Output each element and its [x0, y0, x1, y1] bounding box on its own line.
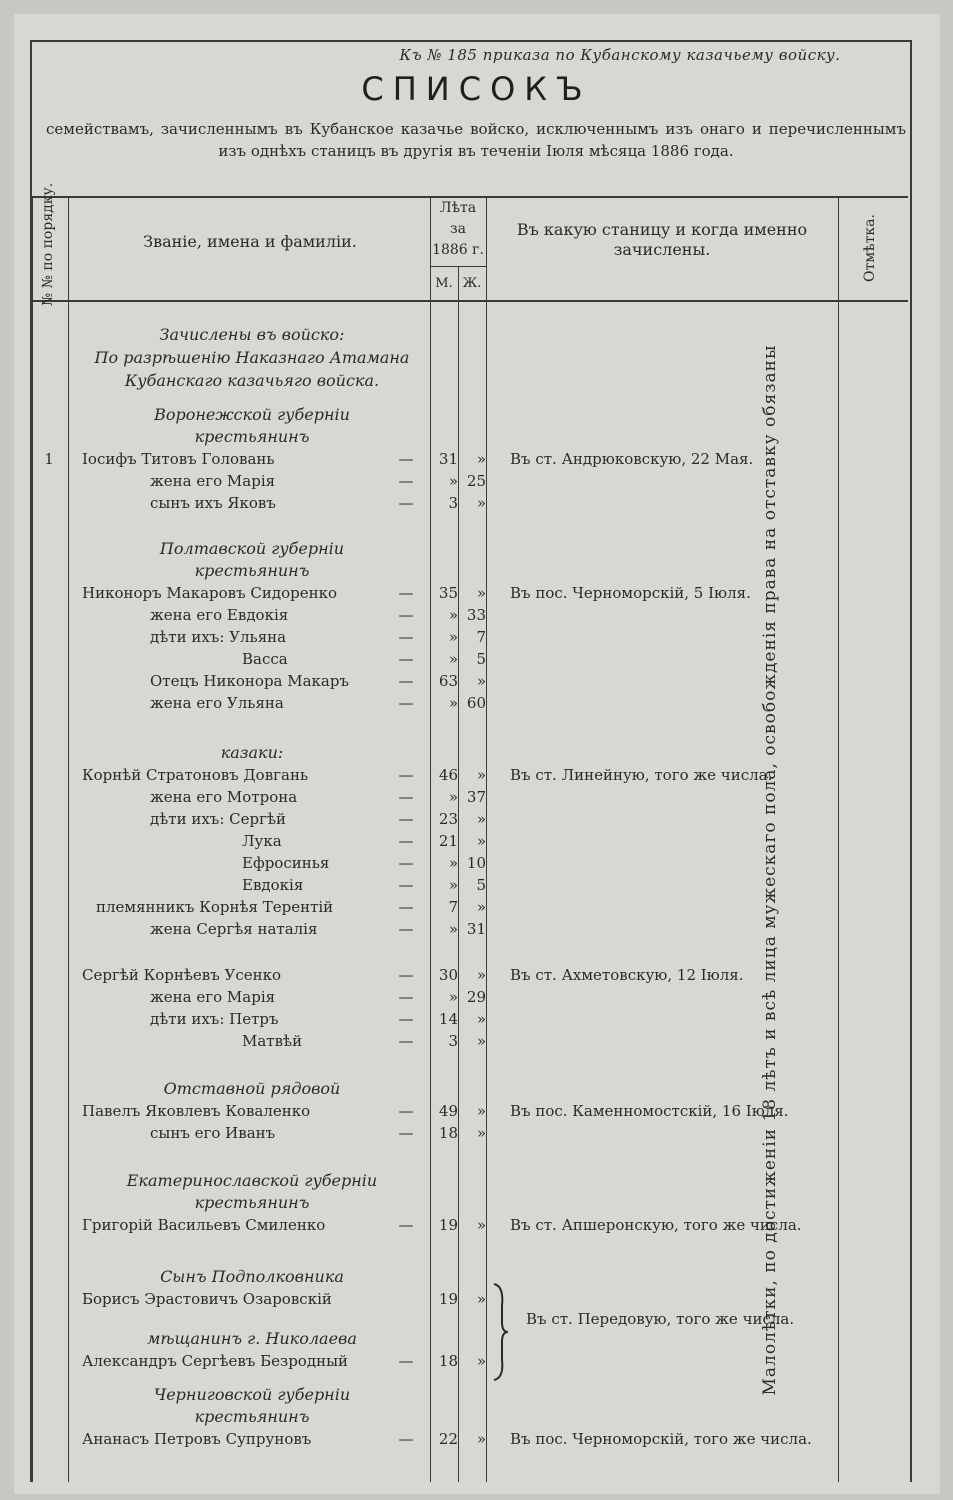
table-row: Александръ Сергѣевъ Безродный — 18 » [82, 1352, 486, 1370]
table-row: Никоноръ Макаровъ Сидоренко — 35 » Въ пос. Черноморскій, 5 Іюля. [82, 584, 751, 602]
table-row: жена Сергѣя наталія — » 31 [150, 920, 486, 938]
col-header-m: М. [435, 276, 453, 291]
col-header-num: № № по порядку. [40, 182, 56, 306]
section-heading: Сынъ Подполковника [160, 1267, 344, 1286]
section-heading: крестьянинъ [194, 427, 310, 446]
table-row: племянникъ Корнѣя Терентій — 7 » [96, 898, 486, 916]
table-row: Отецъ Никонора Макаръ — 63 » [150, 672, 486, 690]
table-row: жена его Марія — » 29 [150, 988, 486, 1006]
table-row: жена его Марія — » 25 [150, 472, 486, 490]
table-row: Евдокія — » 5 [242, 876, 486, 894]
table-row: Матвѣй — 3 » [242, 1032, 486, 1050]
section-heading: Екатеринославской губерніи [126, 1171, 378, 1190]
section-heading: казаки: [220, 743, 284, 762]
col-header-age: Лѣта за 1886 г. [432, 200, 484, 258]
table-row: 1 Іосифъ Титовъ Головань — 31 » Въ ст. Андрюковскую, 22 Мая. [44, 450, 754, 468]
table-row: Ефросинья — » 10 [242, 854, 486, 872]
table-row: жена его Мотрона — » 37 [150, 788, 486, 806]
section-heading: Отставной рядовой [163, 1079, 341, 1098]
col-header-w: Ж. [462, 276, 482, 291]
col-header-where: Въ какую станицу и когда именно зачислены. [516, 220, 808, 259]
section-heading: крестьянинъ [194, 561, 310, 580]
section-heading: мѣщанинъ г. Николаева [147, 1329, 357, 1348]
table-row: дѣти ихъ: Сергѣй — 23 » [150, 810, 486, 828]
section-heading: Черниговской губерніи [153, 1385, 351, 1404]
table-row: Лука — 21 » [242, 832, 486, 850]
table-row: сынъ ихъ Яковъ — 3 » [150, 494, 486, 512]
section-heading: Зачислены въ войско: [159, 325, 345, 344]
col-header-note: Отмѣтка. [862, 214, 878, 282]
table-row: Павелъ Яковлевъ Коваленко — 49 » Въ пос. Каменномостскій, 16 Іюля. [82, 1102, 789, 1120]
table-row: жена его Ульяна — » 60 [150, 694, 486, 712]
section-heading: Полтавской губерніи [159, 539, 345, 558]
order-annotation: Къ № 185 приказа по Кубанскому казачьему войску. [399, 46, 841, 64]
section-heading: крестьянинъ [194, 1193, 310, 1212]
section-heading: крестьянинъ [194, 1407, 310, 1426]
table-row: Сергѣй Корнѣевъ Усенко — 30 » Въ ст. Ахметовскую, 12 Іюля. [82, 966, 744, 984]
section-heading: Воронежской губерніи [154, 405, 350, 424]
table-row: Корнѣй Стратоновъ Довгань — 46 » Въ ст. Линейную, того же числа. [82, 766, 773, 784]
page-title: СПИСОКЪ [361, 70, 592, 108]
remark-note: Малолѣтки, по достиженіи 18 лѣтъ и всѣ лица мужескаго пола, освобожденія права на отставку обязаны [760, 344, 780, 1396]
section-heading: По разрѣшенію Наказнаго Атамана [94, 348, 410, 367]
grouping-brace [488, 1282, 512, 1382]
col-header-name: Званіе, имена и фамиліи. [143, 232, 357, 251]
table-row: сынъ его Иванъ — 18 » [150, 1124, 486, 1142]
table-row: жена его Евдокія — » 33 [150, 606, 486, 624]
table-row: Борисъ Эрастовичъ Озаровскій 19 » Въ ст. Передовую, того же числа. [82, 1290, 795, 1328]
table-row: Васса — » 5 [242, 650, 486, 668]
table-row: дѣти ихъ: Ульяна — » 7 [150, 628, 486, 646]
table-row: дѣти ихъ: Петръ — 14 » [150, 1010, 486, 1028]
section-heading: Кубанскаго казачьяго войска. [124, 371, 380, 390]
table-row: Ананасъ Петровъ Супруновъ — 22 » Въ пос. Черноморскій, того же числа. [82, 1430, 812, 1448]
page-subtitle: семействамъ, зачисленнымъ въ Кубанское казачье войско, исключеннымъ изъ онаго и перечисленнымъ изъ однѣхъ станицъ въ другія въ теченіи Іюля мѣсяца 1886 года. [46, 120, 906, 160]
table-row: Григорій Васильевъ Смиленко — 19 » Въ ст. Апшеронскую, того же числа. [82, 1216, 802, 1234]
